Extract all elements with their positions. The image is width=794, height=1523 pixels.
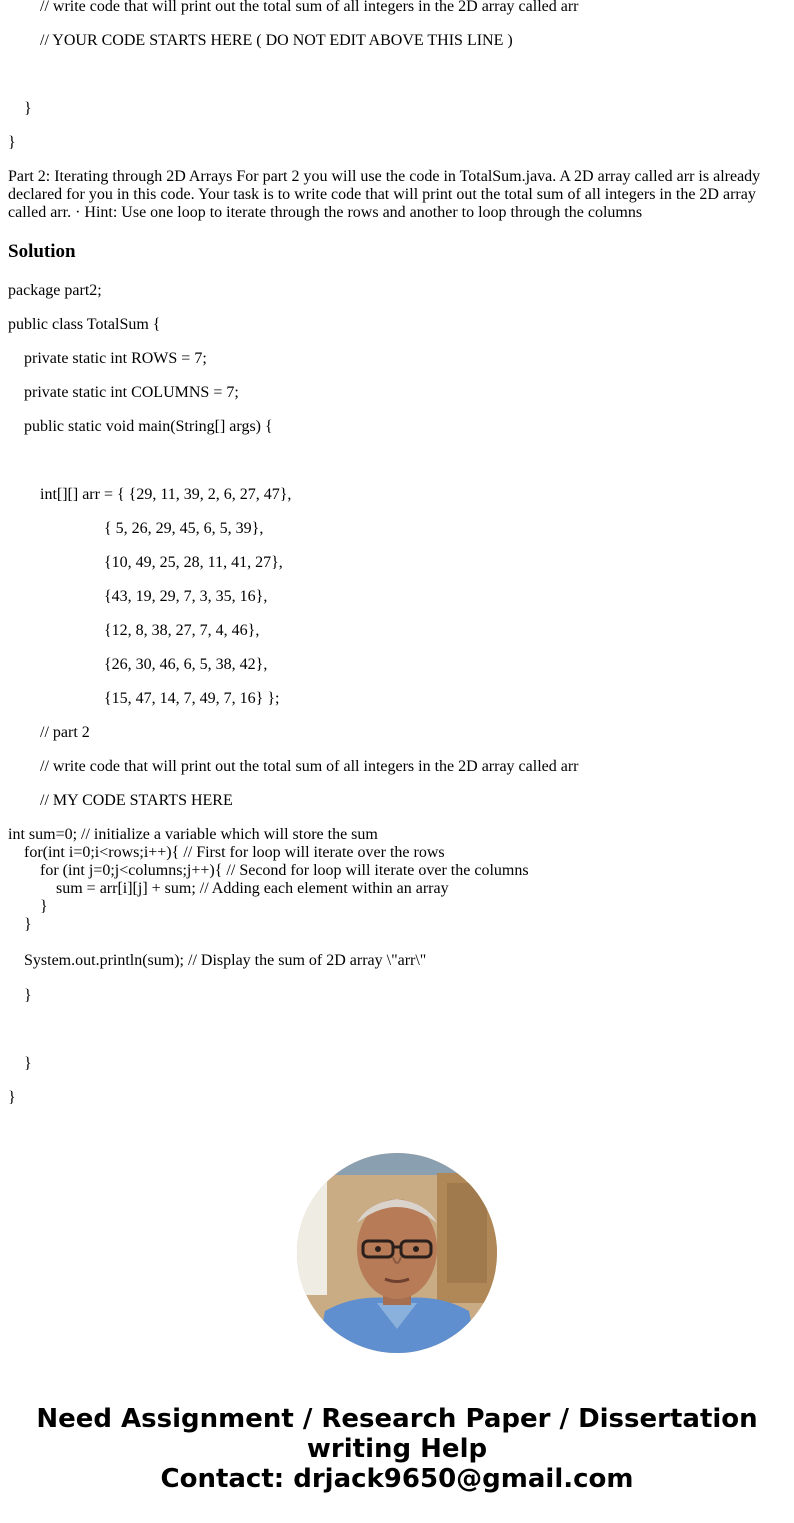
code-line: {10, 49, 25, 28, 11, 41, 27}, <box>8 554 283 571</box>
code-line: // write code that will print out the total sum of all integers in the 2D array called arr <box>8 0 579 15</box>
code-line: sum = arr[i][j] + sum; // Adding each element within an array <box>8 880 449 897</box>
code-line: // MY CODE STARTS HERE <box>8 792 233 809</box>
code-line: {12, 8, 38, 27, 7, 4, 46}, <box>8 622 260 639</box>
code-line: // write code that will print out the total sum of all integers in the 2D array called arr <box>8 758 579 775</box>
code-line: } <box>8 987 32 1004</box>
code-line: private static int COLUMNS = 7; <box>8 384 239 401</box>
code-line: {43, 19, 29, 7, 3, 35, 16}, <box>8 588 268 605</box>
code-line: } <box>8 1055 32 1072</box>
code-line: } <box>8 916 32 933</box>
code-line: public static void main(String[] args) { <box>8 418 273 435</box>
code-line: {26, 30, 46, 6, 5, 38, 42}, <box>8 656 268 673</box>
code-line: } <box>8 898 48 915</box>
code-line: int sum=0; // initialize a variable which will store the sum <box>8 826 378 843</box>
code-line: System.out.println(sum); // Display the sum of 2D array \"arr\" <box>8 952 427 969</box>
code-line: for (int j=0;j<columns;j++){ // Second for loop will iterate over the columns <box>8 862 529 879</box>
code-line: for(int i=0;i<rows;i++){ // First for loop will iterate over the rows <box>8 844 445 861</box>
code-line: } <box>8 100 32 117</box>
code-line: public class TotalSum { <box>8 316 161 333</box>
question-text: Part 2: Iterating through 2D Arrays For part 2 you will use the code in TotalSum.java. A 2D array called arr is already declared for you in this code. Your task is to write code that will print out the total sum of all integers in the 2D array called arr. · Hint: Use one loop to iterate through the rows and another to loop through the columns <box>8 168 761 221</box>
tutor-portrait <box>297 1153 497 1353</box>
code-line: int[][] arr = { {29, 11, 39, 2, 6, 27, 47}, <box>8 486 292 503</box>
code-line: // part 2 <box>8 724 90 741</box>
cta-contact-email: Contact: drjack9650@gmail.com <box>160 1464 634 1494</box>
code-line: { 5, 26, 29, 45, 6, 5, 39}, <box>8 520 264 537</box>
code-line: } <box>8 1089 16 1106</box>
code-line: private static int ROWS = 7; <box>8 350 207 367</box>
tutor-avatar <box>297 1153 497 1353</box>
code-line: {15, 47, 14, 7, 49, 7, 16} }; <box>8 690 280 707</box>
cta-line-2: writing Help <box>306 1434 488 1464</box>
code-line: } <box>8 134 16 151</box>
code-line: package part2; <box>8 282 102 299</box>
solution-heading: Solution <box>8 241 76 262</box>
cta-line-1: Need Assignment / Research Paper / Dissertation <box>36 1404 758 1434</box>
code-line: // YOUR CODE STARTS HERE ( DO NOT EDIT ABOVE THIS LINE ) <box>8 32 513 49</box>
